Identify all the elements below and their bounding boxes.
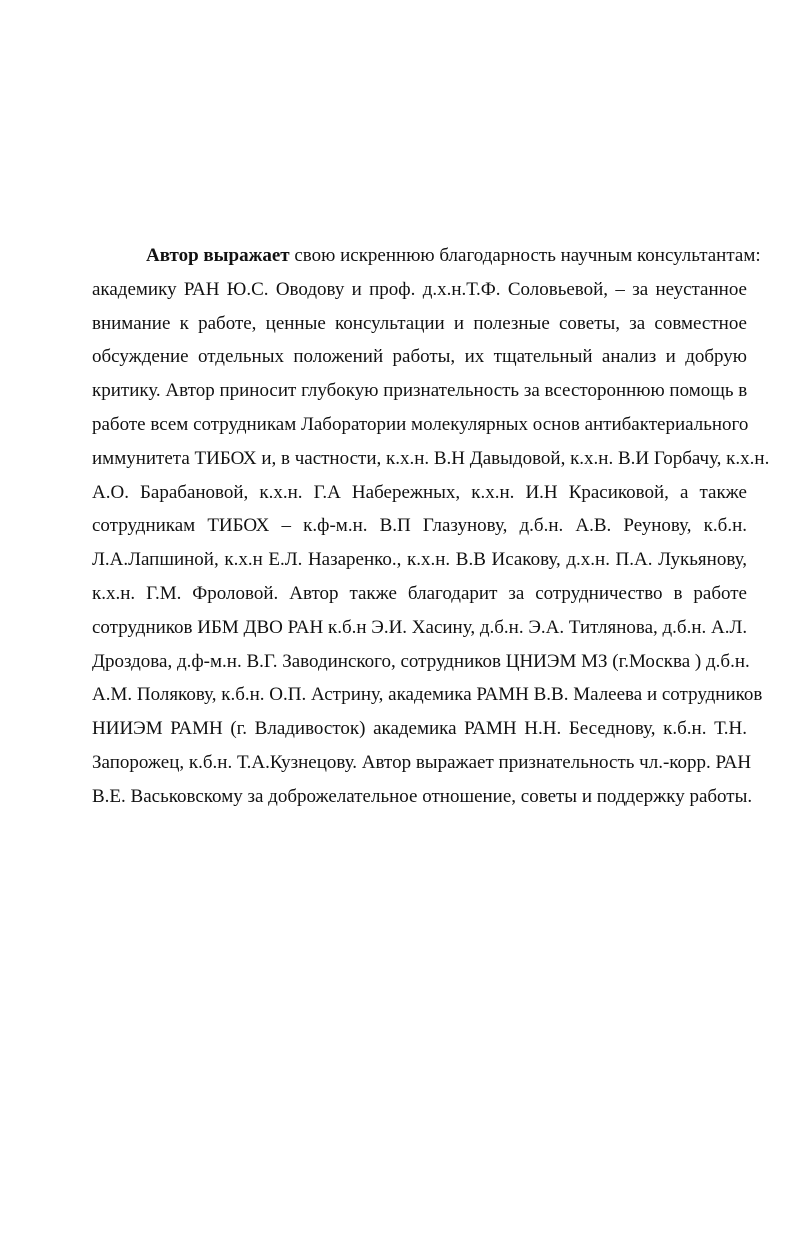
paragraph-line-4: обсуждение отдельных положений работы, их тщательный анализ и добрую xyxy=(92,346,747,368)
paragraph-line-1 xyxy=(92,239,761,273)
paragraph-line-5: критику. Автор приносит глубокую признательность за всестороннюю помощь в xyxy=(92,380,748,402)
paragraph-line-12: сотрудников ИБМ ДВО РАН к.б.н Э.И. Хасину, д.б.н. Э.А. Титлянова, д.б.н. А.Л. xyxy=(92,616,748,638)
paragraph-line-6: работе всем сотрудникам Лаборатории молекулярных основ антибактериального xyxy=(92,413,749,435)
bold-lead-text: Автор выражает xyxy=(146,245,290,266)
paragraph-line-10: Л.А.Лапшиной, к.х.н Е.Л. Назаренко., к.х.н. В.В Исакову, д.х.н. П.А. Лукьянову, xyxy=(92,549,747,571)
paragraph-line-2: академику РАН Ю.С. Оводову и проф. д.х.н.Т.Ф. Соловьевой, – за неустанное xyxy=(92,278,747,300)
paragraph-line-11: к.х.н. Г.М. Фроловой. Автор также благодарит за сотрудничество в работе xyxy=(92,582,747,604)
paragraph-line-8: А.О. Барабановой, к.х.н. Г.А Набережных, к.х.н. И.Н Красиковой, а также xyxy=(92,481,747,503)
paragraph-line-14: А.М. Полякову, к.б.н. О.П. Астрину, академика РАМН В.В. Малеева и сотрудников xyxy=(92,684,763,706)
paragraph-line-3: внимание к работе, ценные консультации и полезные советы, за совместное xyxy=(92,312,747,334)
acknowledgement-paragraph xyxy=(92,239,770,814)
paragraph-line-17: В.Е. Васьковскому за доброжелательное отношение, советы и поддержку работы. xyxy=(92,785,753,807)
paragraph-line-7: иммунитета ТИБОХ и, в частности, к.х.н. В.Н Давыдовой, к.х.н. В.И Горбачу, к.х.н. xyxy=(92,447,770,469)
paragraph-line-15: НИИЭМ РАМН (г. Владивосток) академика РАМН Н.Н. Беседнову, к.б.н. Т.Н. xyxy=(92,718,747,740)
line-text: свою искреннюю благодарность научным консультантам: xyxy=(289,245,761,266)
paragraph-line-13: Дроздова, д.ф-м.н. В.Г. Заводинского, сотрудников ЦНИЭМ МЗ (г.Москва ) д.б.н. xyxy=(92,650,750,672)
paragraph-line-9: сотрудникам ТИБОХ – к.ф-м.н. В.П Глазунову, д.б.н. А.В. Реунову, к.б.н. xyxy=(92,515,747,537)
paragraph-line-16: Запорожец, к.б.н. Т.А.Кузнецову. Автор выражает признательность чл.-корр. РАН xyxy=(92,751,752,773)
